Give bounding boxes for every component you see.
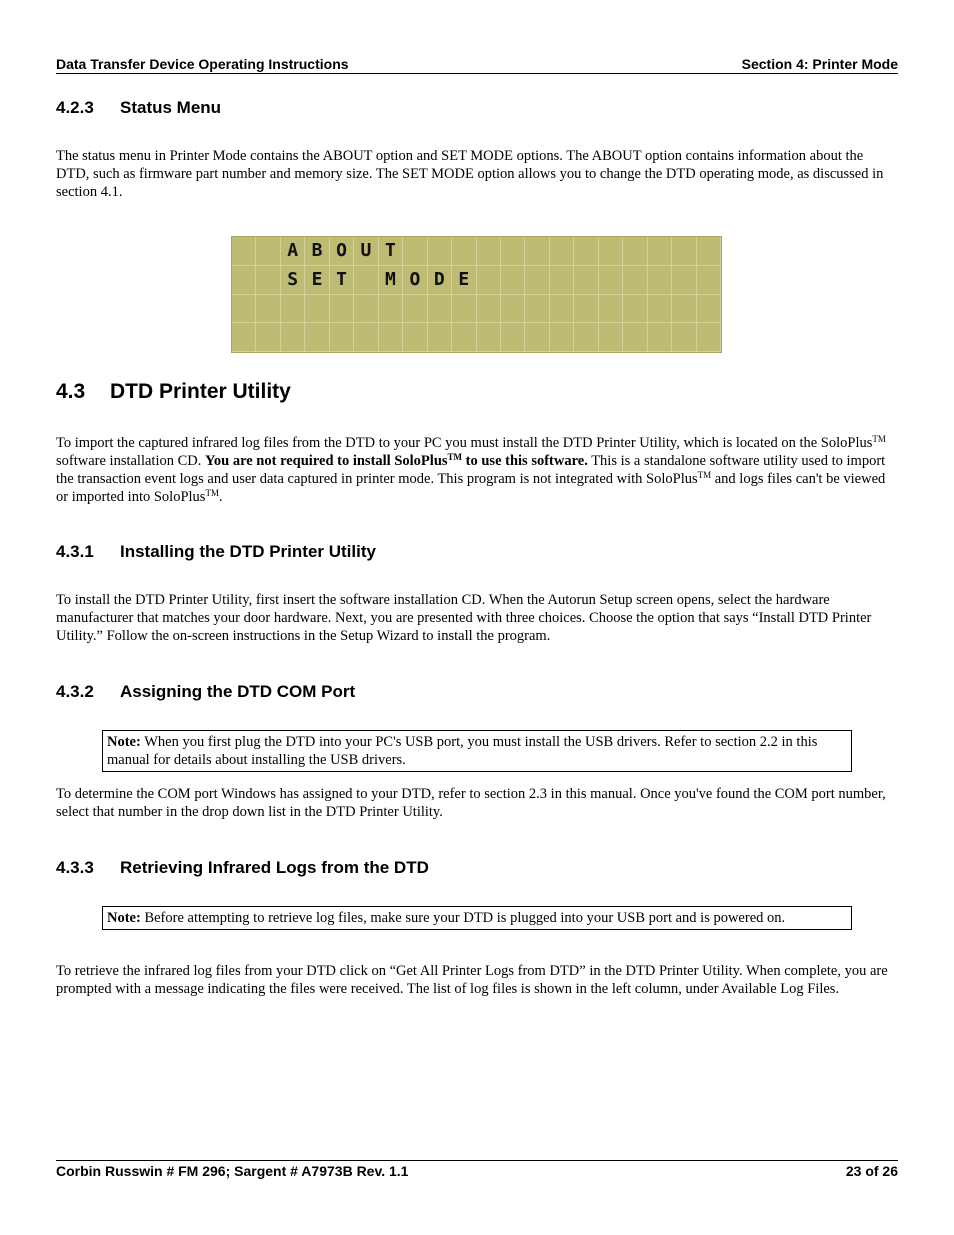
lcd-char-cell xyxy=(428,295,452,324)
lcd-char-cell xyxy=(501,266,525,295)
lcd-char-cell xyxy=(525,295,549,324)
heading-title: Assigning the DTD COM Port xyxy=(120,682,356,701)
lcd-char-cell xyxy=(697,323,721,352)
lcd-char-cell xyxy=(672,295,696,324)
lcd-char-cell: B xyxy=(305,237,329,266)
lcd-display xyxy=(231,236,722,353)
lcd-char-cell xyxy=(501,295,525,324)
lcd-char-cell xyxy=(550,266,574,295)
lcd-char-cell xyxy=(501,323,525,352)
lcd-char-cell xyxy=(648,266,672,295)
lcd-char-cell xyxy=(232,237,256,266)
heading-title: Retrieving Infrared Logs from the DTD xyxy=(120,858,429,877)
heading-4-3-3 xyxy=(56,858,429,878)
lcd-char-cell: T xyxy=(379,237,403,266)
header-section: Section 4: Printer Mode xyxy=(741,56,898,72)
lcd-char-cell xyxy=(599,323,623,352)
lcd-char-cell xyxy=(428,237,452,266)
heading-4-2-3 xyxy=(56,98,221,118)
note-label: Note: xyxy=(107,734,141,750)
status-menu-paragraph: The status menu in Printer Mode contains the ABOUT option and SET MODE options. The ABOUT option contains information about the DTD, such as firmware part number and memory size. The SET MODE option allows you to change the DTD operating mode, as discussed in section 4.1. xyxy=(56,148,884,200)
lcd-char-cell xyxy=(256,323,280,352)
lcd-char-cell: A xyxy=(281,237,305,266)
lcd-char-cell xyxy=(525,237,549,266)
lcd-char-cell xyxy=(354,295,378,324)
lcd-char-cell xyxy=(305,295,329,324)
lcd-char-cell xyxy=(330,323,354,352)
heading-title: Status Menu xyxy=(120,98,222,117)
lcd-char-cell xyxy=(672,323,696,352)
lcd-char-cell xyxy=(697,295,721,324)
lcd-char-cell xyxy=(550,323,574,352)
lcd-char-cell xyxy=(599,237,623,266)
lcd-char-cell xyxy=(256,266,280,295)
lcd-char-cell xyxy=(574,237,598,266)
lcd-char-cell xyxy=(574,323,598,352)
lcd-char-cell xyxy=(623,295,647,324)
footer-page-number: 23 of 26 xyxy=(845,1163,898,1179)
lcd-char-cell: D xyxy=(428,266,452,295)
note-label: Note: xyxy=(107,910,141,926)
lcd-char-cell: O xyxy=(403,266,427,295)
printer-utility-paragraph: To import the captured infrared log files from the DTD to your PC you must install the DTD Printer Utility, which is located on the SoloPlus™ software installation CD. You are not required to install SoloPlus™ to use this software. This is a standalone software utility used to import the transaction event logs and user data captured in printer mode. This program is not integrated with SoloPlus™ and logs files can't be viewed or imported into SoloPlus™. xyxy=(56,434,886,505)
lcd-char-cell xyxy=(623,323,647,352)
lcd-char-cell xyxy=(232,266,256,295)
lcd-char-cell: S xyxy=(281,266,305,295)
lcd-char-cell xyxy=(697,237,721,266)
note-text: Before attempting to retrieve log files, make sure your DTD is plugged into your USB port and is powered on. xyxy=(140,910,786,926)
heading-number: 4.3 xyxy=(56,380,86,403)
lcd-char-cell xyxy=(477,295,501,324)
lcd-char-cell xyxy=(330,295,354,324)
lcd-char-cell xyxy=(232,323,256,352)
lcd-char-cell xyxy=(697,266,721,295)
lcd-char-cell xyxy=(550,237,574,266)
lcd-char-cell xyxy=(648,323,672,352)
lcd-char-cell xyxy=(354,266,378,295)
lcd-char-cell xyxy=(281,323,305,352)
lcd-char-cell xyxy=(574,295,598,324)
heading-4-3 xyxy=(56,380,291,404)
lcd-char-cell xyxy=(648,295,672,324)
footer-part-numbers: Corbin Russwin # FM 296; Sargent # A7973B Rev. 1.1 xyxy=(56,1163,409,1179)
lcd-char-cell xyxy=(550,295,574,324)
lcd-char-cell: T xyxy=(330,266,354,295)
lcd-char-cell xyxy=(672,266,696,295)
lcd-char-cell xyxy=(599,266,623,295)
lcd-char-cell xyxy=(525,266,549,295)
lcd-char-cell: U xyxy=(354,237,378,266)
lcd-char-cell xyxy=(379,323,403,352)
note-box-usb-drivers xyxy=(102,730,852,772)
lcd-char-cell xyxy=(281,295,305,324)
lcd-char-cell xyxy=(403,237,427,266)
lcd-char-cell: E xyxy=(305,266,329,295)
lcd-char-cell xyxy=(354,323,378,352)
lcd-char-cell xyxy=(428,323,452,352)
lcd-char-cell xyxy=(525,323,549,352)
lcd-char-cell xyxy=(232,295,256,324)
heading-4-3-2 xyxy=(56,682,355,702)
lcd-char-cell xyxy=(305,323,329,352)
lcd-char-cell xyxy=(452,237,476,266)
heading-number: 4.2.3 xyxy=(56,98,94,117)
lcd-char-cell xyxy=(379,295,403,324)
page-header xyxy=(56,56,898,74)
lcd-char-cell xyxy=(648,237,672,266)
lcd-char-cell: O xyxy=(330,237,354,266)
lcd-char-cell xyxy=(599,295,623,324)
lcd-char-cell xyxy=(256,295,280,324)
page-footer xyxy=(56,1160,898,1179)
lcd-char-cell xyxy=(501,237,525,266)
lcd-char-cell xyxy=(477,237,501,266)
lcd-char-cell xyxy=(672,237,696,266)
retrieve-paragraph: To retrieve the infrared log files from your DTD click on “Get All Printer Logs from DTD” in the DTD Printer Utility. When complete, you are prompted with a message indicating the files were received. The list of log files is shown in the left column, under Available Log Files. xyxy=(56,963,888,997)
note-box-retrieve xyxy=(102,906,852,930)
lcd-char-cell xyxy=(403,323,427,352)
heading-4-3-1 xyxy=(56,542,376,562)
heading-number: 4.3.2 xyxy=(56,682,94,701)
lcd-char-cell xyxy=(574,266,598,295)
com-port-paragraph: To determine the COM port Windows has assigned to your DTD, refer to section 2.3 in this manual. Once you've found the COM port number, select that number in the drop down list in the DTD Printer Utility. xyxy=(56,786,886,820)
lcd-char-cell xyxy=(477,323,501,352)
lcd-char-cell xyxy=(452,323,476,352)
heading-number: 4.3.3 xyxy=(56,858,94,877)
lcd-char-cell: E xyxy=(452,266,476,295)
lcd-char-cell xyxy=(403,295,427,324)
lcd-char-cell: M xyxy=(379,266,403,295)
lcd-char-cell xyxy=(256,237,280,266)
heading-number: 4.3.1 xyxy=(56,542,94,561)
lcd-char-cell xyxy=(623,266,647,295)
heading-title: Installing the DTD Printer Utility xyxy=(120,542,376,561)
heading-title: DTD Printer Utility xyxy=(110,380,291,403)
install-paragraph: To install the DTD Printer Utility, first insert the software installation CD. When the Autorun Setup screen opens, select the hardware manufacturer that matches your door hardware. Next, you are presented with three choices. Choose the option that says “Install DTD Printer Utility.” Follow the on-screen instructions in the Setup Wizard to install the program. xyxy=(56,592,872,644)
lcd-char-cell xyxy=(623,237,647,266)
note-text: When you first plug the DTD into your PC's USB port, you must install the USB drivers. Refer to section 2.2 in this manual for details about installing the USB drivers. xyxy=(107,734,818,768)
lcd-char-cell xyxy=(477,266,501,295)
lcd-char-cell xyxy=(452,295,476,324)
header-doc-title: Data Transfer Device Operating Instructions xyxy=(56,56,349,72)
